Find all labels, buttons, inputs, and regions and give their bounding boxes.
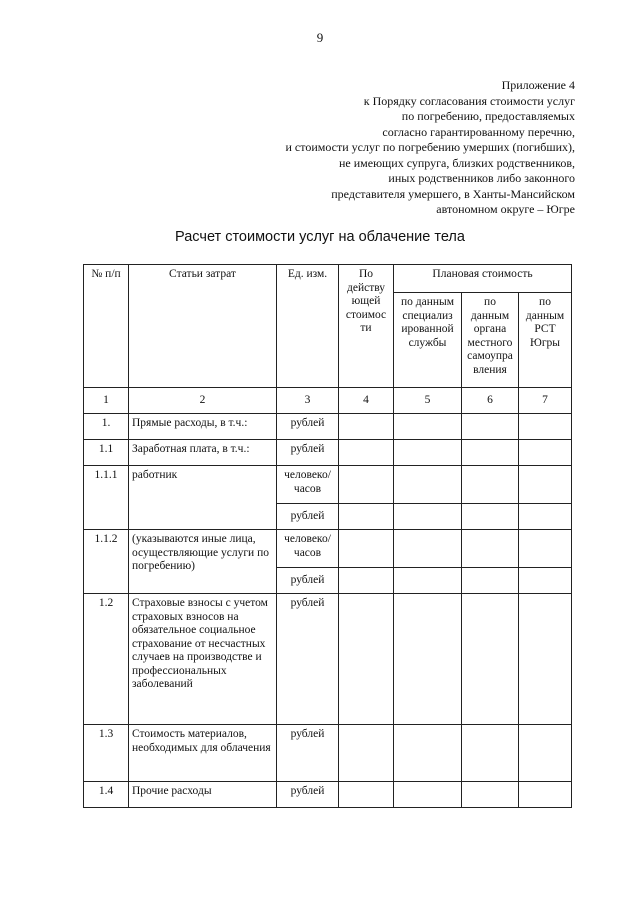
cell — [339, 530, 394, 568]
appendix-line: не имеющих супруга, близких родственников, — [338, 155, 575, 170]
cell — [462, 504, 519, 530]
row-unit: рублей — [277, 568, 339, 594]
cell — [462, 466, 519, 504]
cell — [394, 504, 462, 530]
appendix-line: представителя умершего, в Ханты-Мансийском — [331, 186, 575, 201]
cell — [462, 414, 519, 440]
cell — [519, 414, 572, 440]
cell — [339, 504, 394, 530]
appendix-header — [215, 78, 575, 218]
appendix-line: автономном округе – Югре — [436, 202, 575, 216]
appendix-line: по погребению, предоставляемых — [401, 109, 575, 123]
header-planned-local-gov: по данным органа местного самоупра вления — [462, 293, 519, 388]
row-unit: рублей — [277, 414, 339, 440]
row-num: 1. — [84, 414, 129, 440]
row-item: Прямые расходы, в т.ч.: — [129, 414, 277, 440]
col-number: 4 — [339, 388, 394, 414]
appendix-line: к Порядку согласования стоимости услуг — [363, 93, 575, 108]
row-item: (указываются иные лица, осуществляющие услуги по погребению) — [129, 530, 277, 594]
cell — [462, 725, 519, 782]
appendix-line: Приложение 4 — [501, 78, 575, 92]
page-number: 9 — [316, 30, 324, 45]
col-number: 7 — [519, 388, 572, 414]
row-unit: рублей — [277, 782, 339, 808]
table-row — [84, 725, 572, 782]
row-num: 1.4 — [84, 782, 129, 808]
cell — [339, 725, 394, 782]
row-item: работник — [129, 466, 277, 530]
table-row — [84, 782, 572, 808]
row-num: 1.1 — [84, 440, 129, 466]
table-row — [84, 466, 572, 504]
col-number: 5 — [394, 388, 462, 414]
row-num: 1.1.1 — [84, 466, 129, 530]
cell — [462, 530, 519, 568]
cell — [519, 504, 572, 530]
header-unit: Ед. изм. — [277, 265, 339, 388]
row-unit: рублей — [277, 594, 339, 725]
cell — [394, 530, 462, 568]
cell — [519, 440, 572, 466]
col-number: 1 — [84, 388, 129, 414]
cell — [519, 594, 572, 725]
row-item: Стоимость материалов, необходимых для облачения — [129, 725, 277, 782]
cell — [339, 782, 394, 808]
cell — [339, 440, 394, 466]
cell — [462, 440, 519, 466]
row-unit: человеко/ часов — [277, 466, 339, 504]
cell — [339, 594, 394, 725]
row-unit: рублей — [277, 725, 339, 782]
cell — [394, 568, 462, 594]
table-row — [84, 440, 572, 466]
cell — [519, 782, 572, 808]
table-row — [84, 414, 572, 440]
row-unit: рублей — [277, 504, 339, 530]
cell — [394, 782, 462, 808]
cell — [339, 466, 394, 504]
row-unit: человеко/ часов — [277, 530, 339, 568]
cell — [519, 466, 572, 504]
cell — [394, 466, 462, 504]
row-num: 1.3 — [84, 725, 129, 782]
col-number: 3 — [277, 388, 339, 414]
cell — [462, 782, 519, 808]
cell — [519, 530, 572, 568]
appendix-line: иных родственников либо законного — [388, 171, 575, 185]
cell — [394, 414, 462, 440]
cell — [394, 725, 462, 782]
row-item: Прочие расходы — [129, 782, 277, 808]
appendix-line: согласно гарантированному перечню, — [382, 124, 575, 139]
row-unit: рублей — [277, 440, 339, 466]
row-item: Страховые взносы с учетом страховых взносов на обязательное социальное страхование от несчастных случаев на производстве и профессиональных заболеваний — [129, 594, 277, 725]
header-current-cost: По действу ющей стоимос ти — [339, 265, 394, 388]
row-item: Заработная плата, в т.ч.: — [129, 440, 277, 466]
cell — [394, 440, 462, 466]
header-items: Статьи затрат — [129, 265, 277, 388]
cell — [519, 725, 572, 782]
cell — [339, 414, 394, 440]
cell — [462, 568, 519, 594]
header-planned-cost: Плановая стоимость — [394, 265, 572, 293]
cell — [394, 594, 462, 725]
col-number: 6 — [462, 388, 519, 414]
table-row — [84, 530, 572, 568]
cell — [462, 594, 519, 725]
cell — [339, 568, 394, 594]
row-num: 1.1.2 — [84, 530, 129, 594]
header-num: № п/п — [84, 265, 129, 388]
table-row — [84, 594, 572, 725]
header-planned-specialized: по данным специализ ированной службы — [394, 293, 462, 388]
header-planned-rst: по данным РСТ Югры — [519, 293, 572, 388]
cost-table — [83, 264, 572, 808]
cell — [519, 568, 572, 594]
document-title: Расчет стоимости услуг на облачение тела — [175, 229, 465, 245]
row-num: 1.2 — [84, 594, 129, 725]
appendix-line: и стоимости услуг по погребению умерших (погибших), — [285, 140, 575, 154]
col-number: 2 — [129, 388, 277, 414]
